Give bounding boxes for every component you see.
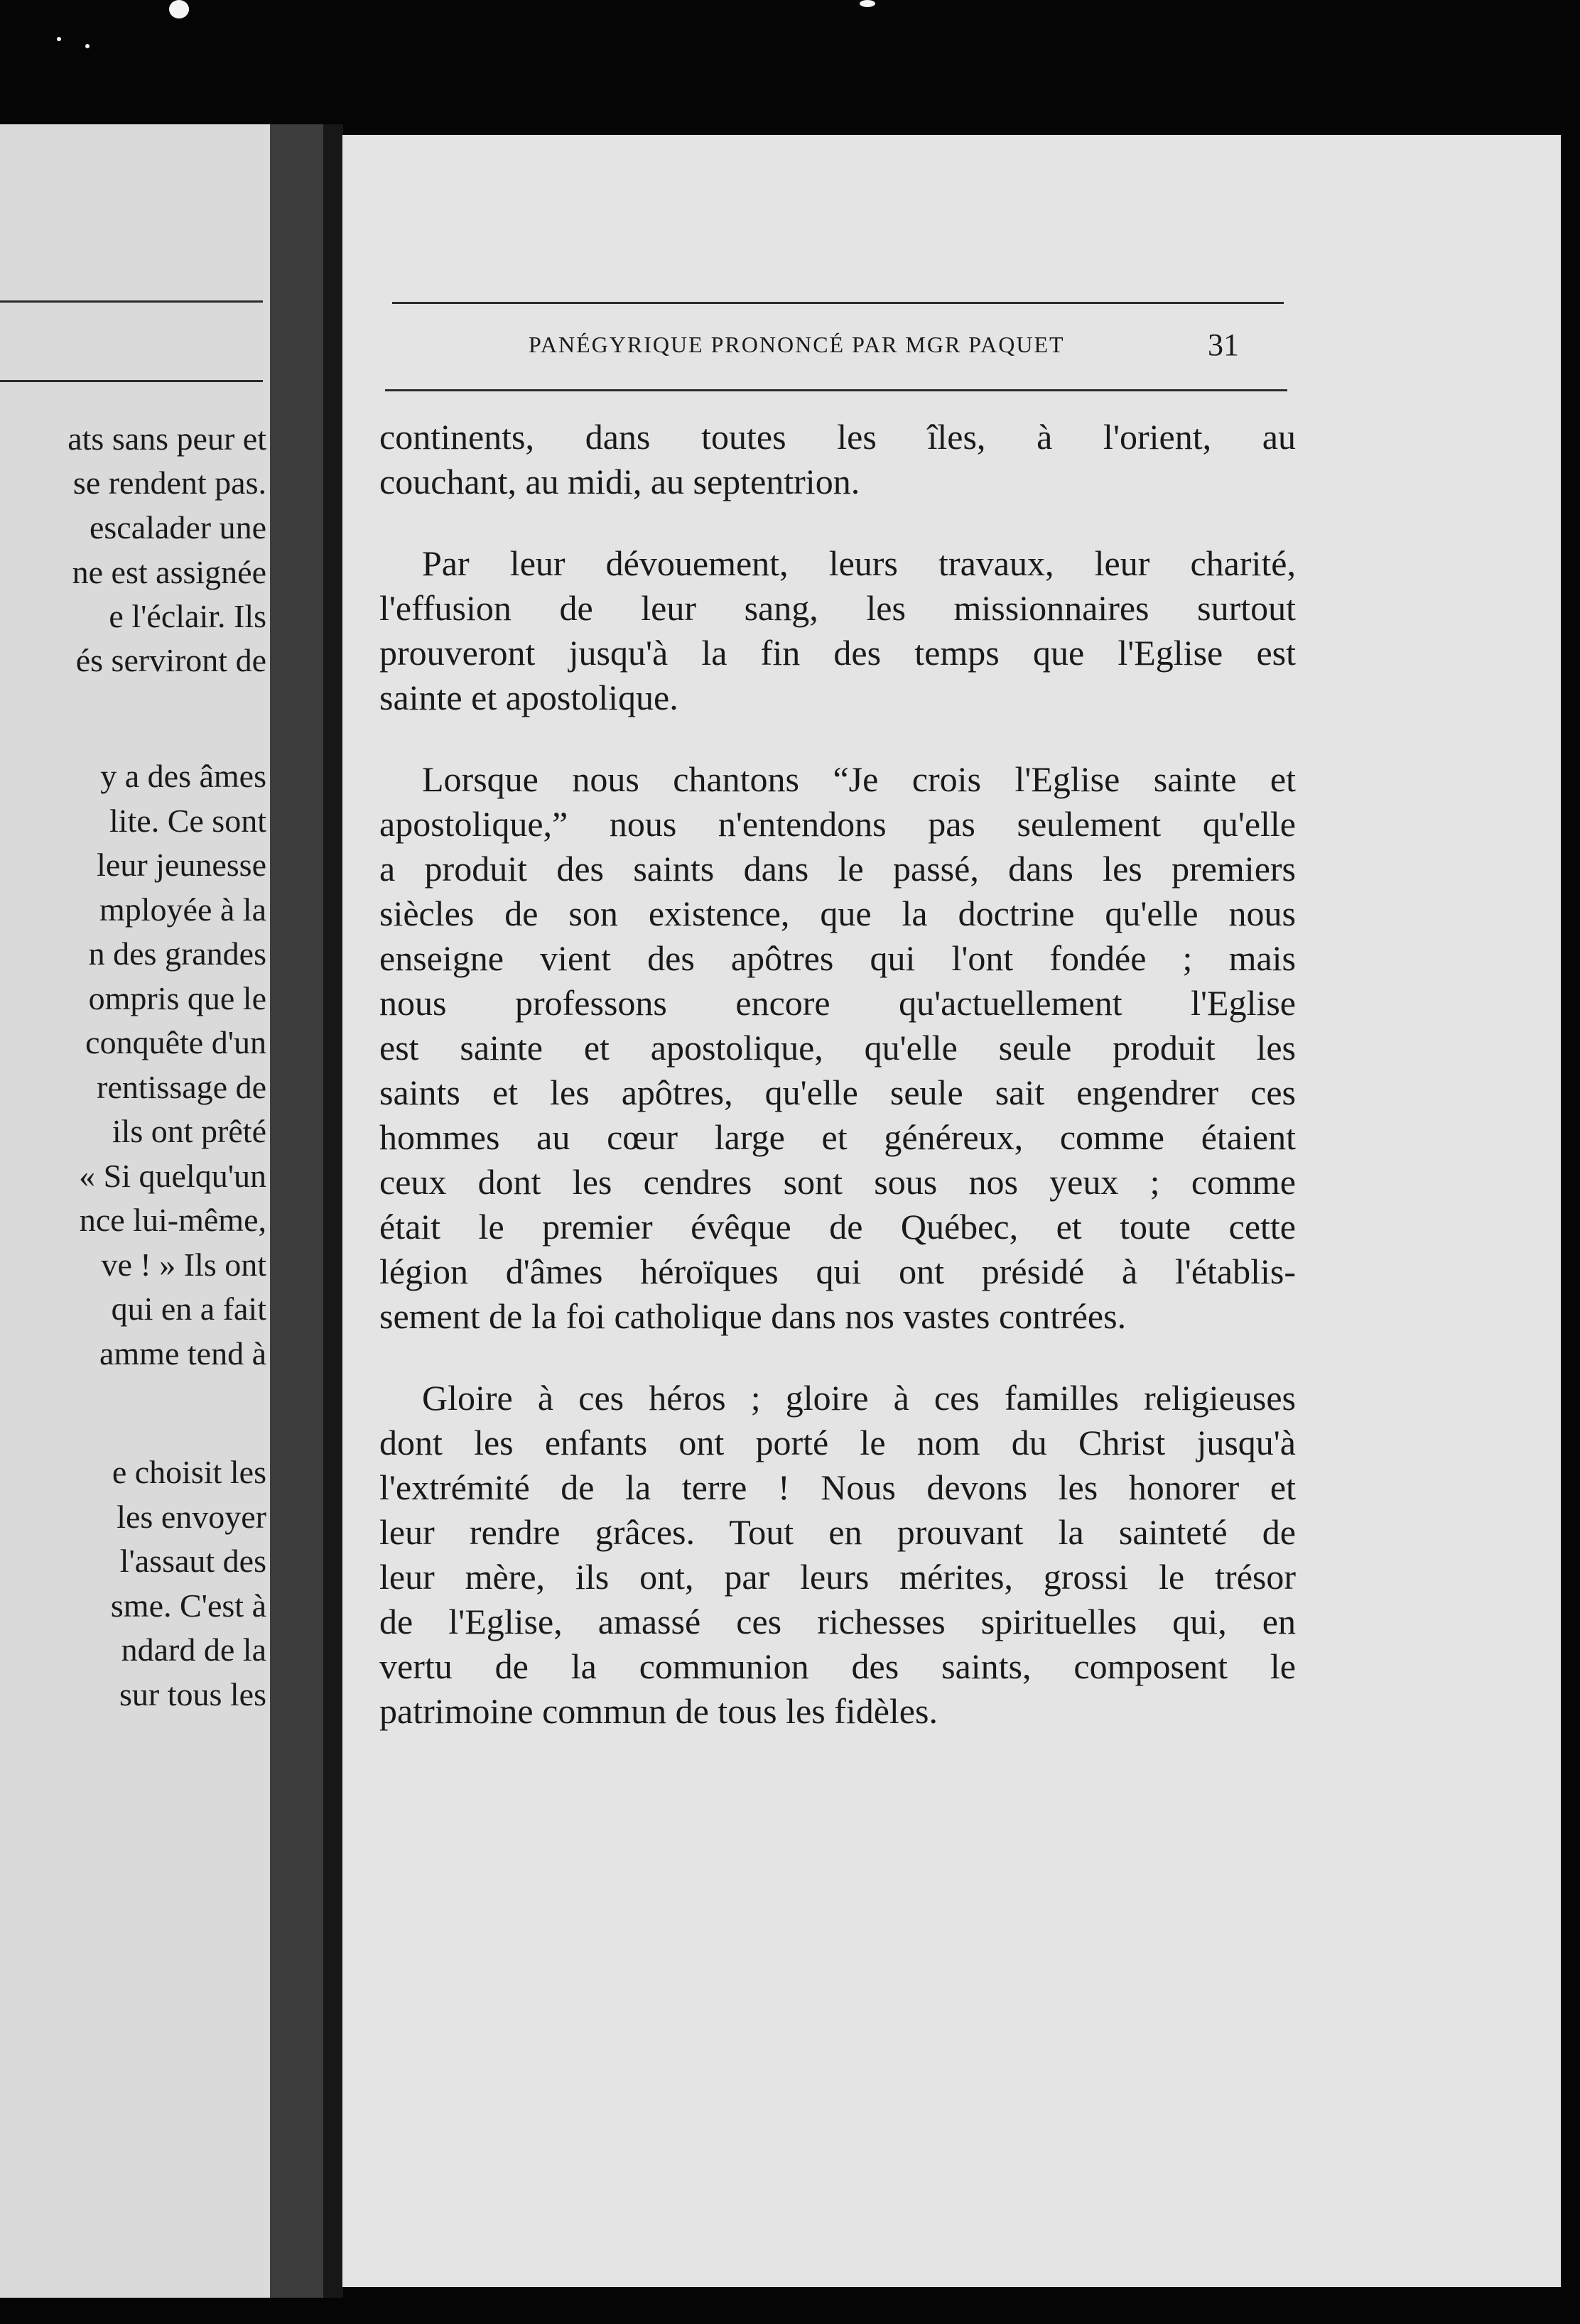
left-text-line: mployée à la (99, 891, 266, 928)
text-line: sainte et apostolique. (379, 678, 678, 717)
left-text-line: sme. C'est à (110, 1587, 266, 1624)
film-speck (169, 0, 189, 18)
left-text-line: nce lui-même, (79, 1202, 266, 1238)
left-text-line: escalader une (89, 509, 266, 545)
left-text-line: ne est assignée (72, 554, 266, 590)
left-text-line: conquête d'un (85, 1024, 266, 1060)
text-line: leur rendre grâces. Tout en prouvant la sainteté de (379, 1512, 1296, 1552)
left-text-line: e l'éclair. Ils (109, 598, 266, 634)
book-gutter-shadow (323, 124, 343, 2298)
text-line: Gloire à ces héros ; gloire à ces familles religieuses (422, 1378, 1296, 1418)
text-line: siècles de son existence, que la doctrine qu'elle nous (379, 894, 1296, 933)
text-line: ceux dont les cendres sont sous nos yeux ; comme (379, 1162, 1296, 1202)
left-text-line: leur jeunesse (97, 847, 266, 883)
text-line: est sainte et apostolique, qu'elle seule produit les (379, 1028, 1296, 1068)
text-line: apostolique,” nous n'entendons pas seulement qu'elle (379, 804, 1296, 844)
left-text-line: l'assaut des (119, 1543, 266, 1579)
left-text-line: les envoyer (117, 1499, 266, 1535)
film-speck (85, 44, 90, 48)
text-line: de l'Eglise, amassé ces richesses spirituelles qui, en (379, 1602, 1296, 1641)
text-line: couchant, au midi, au septentrion. (379, 462, 860, 501)
text-line: Lorsque nous chantons “Je crois l'Eglise sainte et (422, 759, 1296, 799)
left-text-line: ils ont prêté (112, 1113, 266, 1149)
text-line: l'effusion de leur sang, les missionnaires surtout (379, 588, 1296, 628)
left-text-line: se rendent pas. (72, 465, 266, 501)
left-text-line: és serviront de (75, 642, 266, 678)
text-line: a produit des saints dans le passé, dans les premiers (379, 849, 1296, 889)
text-line: nous professons encore qu'actuellement l'Eglise (379, 983, 1296, 1023)
left-header-rule (0, 380, 263, 382)
text-line: patrimoine commun de tous les fidèles. (379, 1691, 938, 1731)
left-text-line: e choisit les (112, 1454, 266, 1490)
text-line: légion d'âmes héroïques qui ont présidé à l'établis- (379, 1251, 1296, 1291)
left-text-line: sur tous les (119, 1676, 266, 1712)
film-speck (57, 37, 61, 41)
text-line: sement de la foi catholique dans nos vastes contrées. (379, 1296, 1127, 1336)
left-text-line: y a des âmes (100, 758, 266, 794)
left-text-line: n des grandes (88, 935, 266, 972)
text-line: prouveront jusqu'à la fin des temps que l'Eglise est (379, 633, 1296, 673)
text-line: était le premier évêque de Québec, et toute cette (379, 1207, 1296, 1247)
left-text-line: ats sans peur et (67, 420, 266, 457)
text-line: leur mère, ils ont, par leurs mérites, grossi le trésor (379, 1557, 1296, 1597)
left-text-line: qui en a fait (111, 1291, 266, 1327)
running-head: PANÉGYRIQUE PRONONCÉ PAR MGR PAQUET (529, 332, 1065, 357)
text-line: vertu de la communion des saints, composent le (379, 1646, 1296, 1686)
text-line: enseigne vient des apôtres qui l'ont fondée ; mais (379, 938, 1296, 978)
text-line: hommes au cœur large et généreux, comme étaient (379, 1117, 1296, 1157)
left-text-line: rentissage de (97, 1069, 266, 1105)
left-text-line: lite. Ce sont (109, 803, 266, 839)
left-text-line: ve ! » Ils ont (101, 1247, 266, 1283)
text-line: dont les enfants ont porté le nom du Christ jusqu'à (379, 1423, 1296, 1462)
left-text-line: ompris que le (88, 980, 266, 1016)
page-number: 31 (1208, 327, 1239, 362)
text-line: l'extrémité de la terre ! Nous devons les honorer et (379, 1467, 1296, 1507)
header-rule (385, 389, 1287, 391)
header-rule (392, 302, 1284, 304)
text-line: saints et les apôtres, qu'elle seule sait engendrer ces (379, 1073, 1296, 1112)
right-page (342, 135, 1561, 2287)
left-text-line: « Si quelqu'un (79, 1158, 266, 1194)
left-text-line: ndard de la (121, 1631, 266, 1668)
left-header-rule (0, 300, 263, 303)
text-line: continents, dans toutes les îles, à l'orient, au (379, 417, 1296, 457)
text-line: Par leur dévouement, leurs travaux, leur charité, (422, 543, 1296, 583)
left-text-line: amme tend à (99, 1335, 266, 1372)
film-speck (860, 0, 875, 7)
